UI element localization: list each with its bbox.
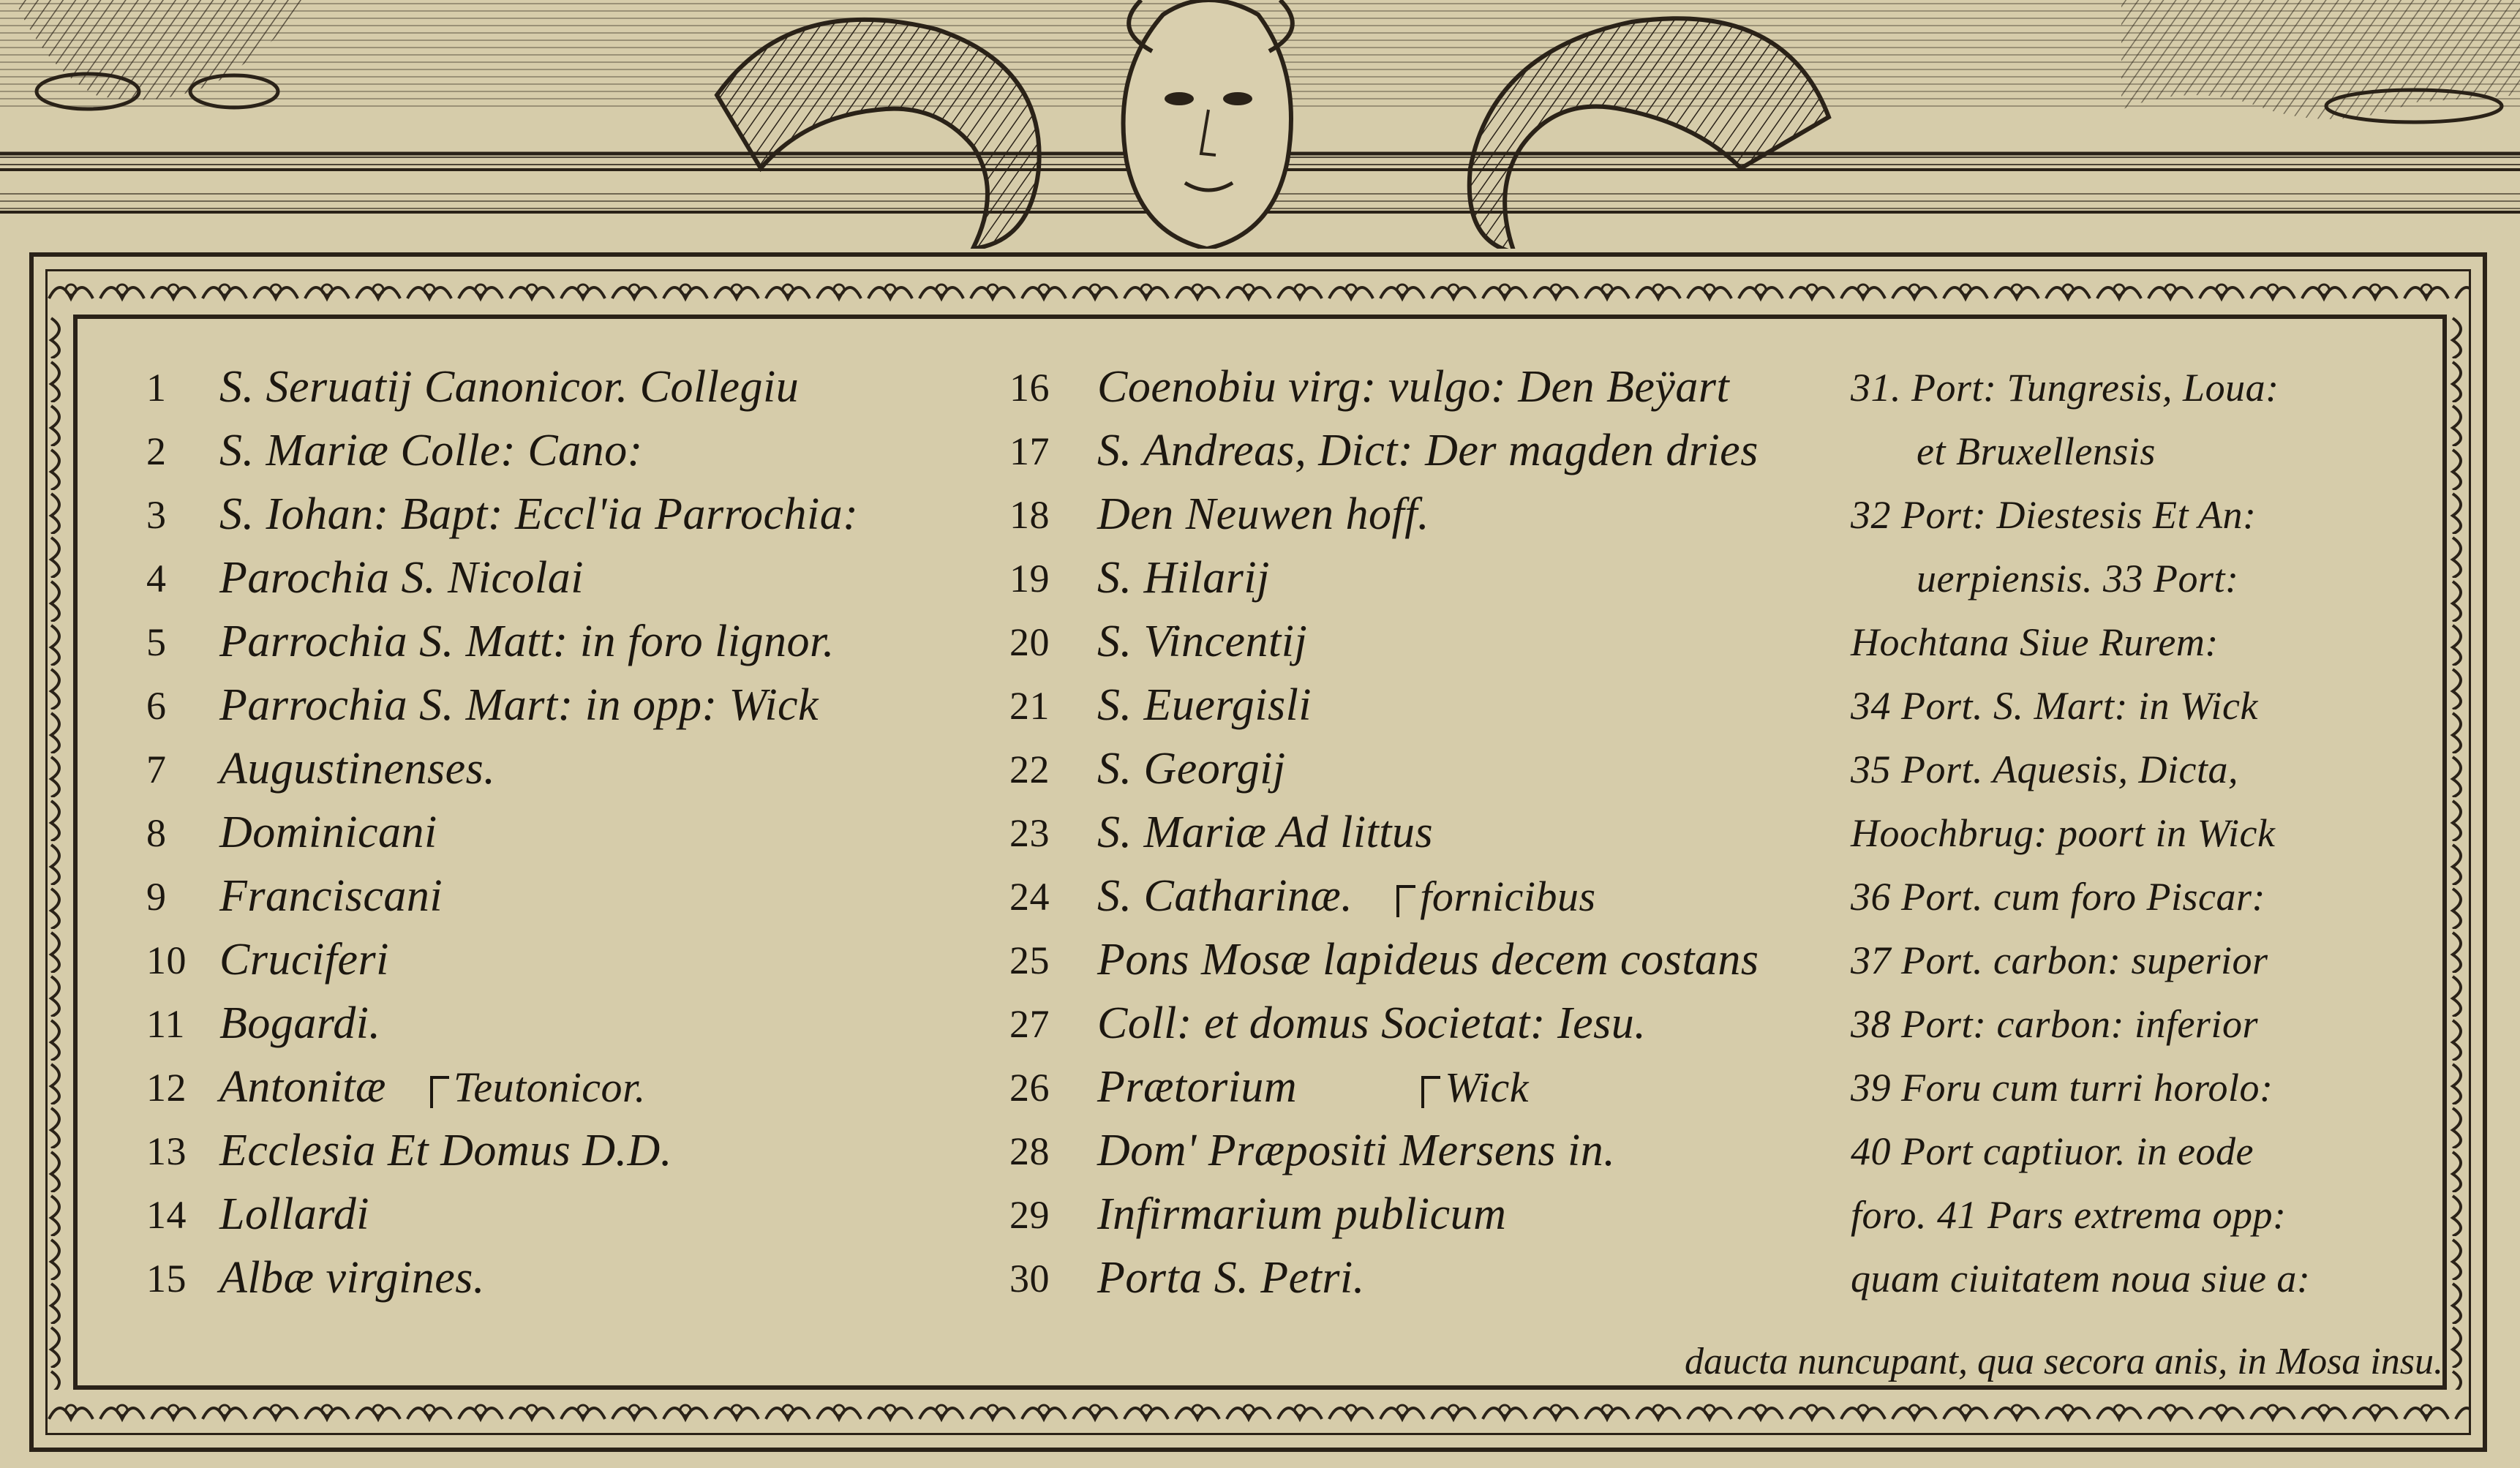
legend-entry: 15 Albæ virgines. (146, 1253, 485, 1303)
legend-line: 34 Port. S. Mart: in Wick (1851, 683, 2258, 728)
legend-entry: 20 S. Vincentij (1009, 617, 1308, 666)
legend-entry: 23 S. Mariæ Ad littus (1009, 808, 1434, 857)
legend-final-line: daucta nuncupant, qua secora anis, in Mosa insu. (1684, 1341, 2443, 1382)
legend-entry: 30 Porta S. Petri. (1009, 1253, 1365, 1303)
legend-column-1 (146, 355, 1068, 1310)
legend-line: 39 Foru cum turri horolo: (1851, 1065, 2273, 1110)
legend-entry: 9 Franciscani (146, 871, 443, 921)
legend-entry: 1 S. Seruatij Canonicor. Collegiu (146, 362, 800, 412)
top-ornament-engraving (0, 0, 2520, 249)
legend-line: 36 Port. cum foro Piscar: (1851, 874, 2265, 919)
legend-entry: 25 Pons Mosæ lapideus decem costans (1009, 935, 1759, 985)
legend-entry: 10 Cruciferi (146, 935, 389, 985)
legend-line: 35 Port. Aquesis, Dicta, (1851, 747, 2238, 791)
legend-entry: 6 Parrochia S. Mart: in opp: Wick (146, 680, 819, 730)
legend-entry: 5 Parrochia S. Matt: in foro lignor. (146, 617, 835, 666)
legend-entry: 17 S. Andreas, Dict: Der magden dries (1009, 426, 1759, 475)
legend-panel (73, 315, 2447, 1390)
bracket-mark (1396, 885, 1415, 917)
legend-line: 31. Port: Tungresis, Loua: (1851, 365, 2279, 410)
bracket-mark (430, 1076, 449, 1108)
legend-line: 37 Port. carbon: superior (1851, 938, 2268, 982)
legend-line: 38 Port: carbon: inferior (1851, 1001, 2258, 1046)
legend-entry-continuation: Wick (1421, 1063, 1529, 1112)
legend-entry: 13 Ecclesia Et Domus D.D. (146, 1126, 672, 1175)
legend-entry: 2 S. Mariæ Colle: Cano: (146, 426, 643, 475)
legend-column-2 (1009, 355, 1938, 1310)
legend-entry: 12 Antonitæ Teutonicor. (146, 1062, 646, 1112)
bracket-mark (1421, 1076, 1440, 1108)
legend-entry: 24 S. Catharinæ. fornicibus (1009, 871, 1596, 921)
legend-line: Hochtana Siue Rurem: (1851, 620, 2219, 664)
legend-entry-continuation: fornicibus (1396, 872, 1595, 921)
legend-entry: 8 Dominicani (146, 808, 437, 857)
legend-entry: 18 Den Neuwen hoff. (1009, 489, 1429, 539)
legend-line: et Bruxellensis (1917, 429, 2156, 473)
legend-line: foro. 41 Pars extrema opp: (1851, 1192, 2287, 1237)
legend-entry: 7 Augustinenses. (146, 744, 496, 794)
legend-entry: 29 Infirmarium publicum (1009, 1189, 1507, 1239)
legend-entry-continuation: Teutonicor. (430, 1063, 646, 1112)
legend-line: quam ciuitatem noua siue a: (1851, 1256, 2311, 1301)
legend-entry: 11 Bogardi. (146, 998, 381, 1048)
legend-line: uerpiensis. 33 Port: (1917, 556, 2239, 601)
legend-entry: 14 Lollardi (146, 1189, 369, 1239)
legend-entry: 27 Coll: et domus Societat: Iesu. (1009, 998, 1647, 1048)
legend-column-3 (1851, 355, 2480, 1310)
legend-entry: 16 Coenobiu virg: vulgo: Den Beÿart (1009, 362, 1730, 412)
legend-entry: 26 Prætorium Wick (1009, 1062, 1529, 1112)
legend-entry: 3 S. Iohan: Bapt: Eccl'ia Parrochia: (146, 489, 859, 539)
legend-entry: 4 Parochia S. Nicolai (146, 553, 584, 603)
legend-line: 40 Port captiuor. in eode (1851, 1129, 2254, 1173)
legend-line: Hoochbrug: poort in Wick (1851, 810, 2276, 855)
legend-entry: 28 Dom' Præpositi Mersens in. (1009, 1126, 1616, 1175)
legend-entry: 21 S. Euergisli (1009, 680, 1312, 730)
legend-line: 32 Port: Diestesis Et An: (1851, 492, 2257, 537)
legend-entry: 19 S. Hilarij (1009, 553, 1270, 603)
legend-entry: 22 S. Georgij (1009, 744, 1286, 794)
